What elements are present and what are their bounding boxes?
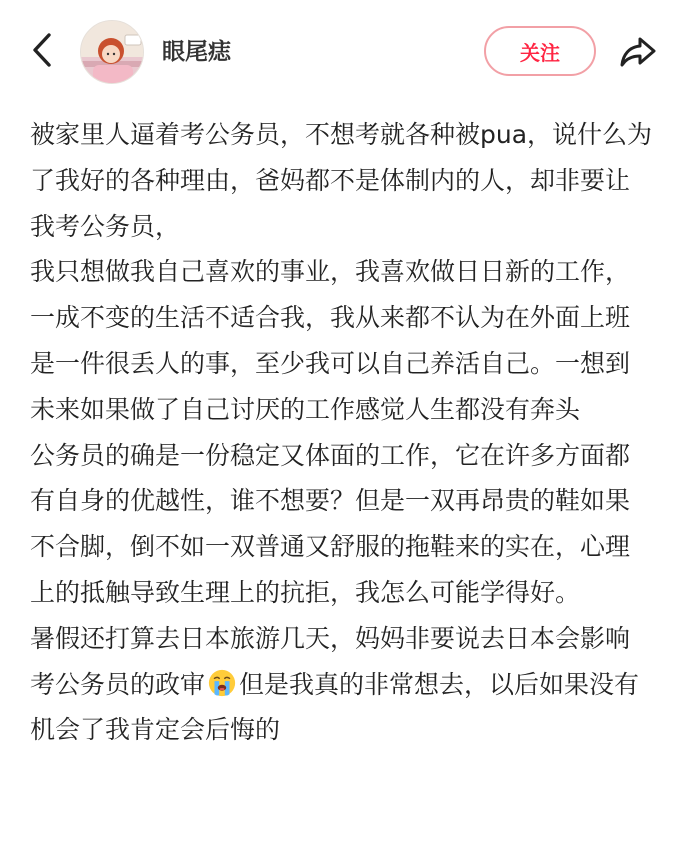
share-button[interactable] bbox=[616, 30, 660, 74]
avatar-illustration bbox=[81, 21, 144, 84]
avatar[interactable] bbox=[80, 20, 144, 84]
share-arrow-icon bbox=[618, 32, 658, 72]
post-paragraph-last bbox=[30, 616, 654, 753]
post-text-before-emoji: 暑假还打算去日本旅游几天，妈妈非要说去日本会影响考公务员的政审 bbox=[30, 623, 631, 699]
back-button[interactable] bbox=[22, 30, 62, 70]
post-paragraph: 我只想做我自己喜欢的事业，我喜欢做日日新的工作，一成不变的生活不适合我，我从来都不认为在外面上班是一件很丢人的事，至少我可以自己养活自己。一想到未来如果做了自己讨厌的工作感觉人生都没有奔头 bbox=[30, 257, 631, 424]
post-body bbox=[30, 112, 654, 753]
chevron-left-icon bbox=[29, 32, 55, 68]
post-text-after-emoji: 但是我真的非常想去，以后如果没有机会了我肯定会后悔的 bbox=[30, 669, 640, 745]
post-paragraph: 被家里人逼着考公务员，不想考就各种被pua，说什么为了我好的各种理由，爸妈都不是体制内的人，却非要让我考公务员， bbox=[30, 120, 653, 241]
post-paragraph: 公务员的确是一份稳定又体面的工作，它在许多方面都有自身的优越性，谁不想要？但是一双再昂贵的鞋如果不合脚，倒不如一双普通又舒服的拖鞋来的实在，心理上的抵触导致生理上的抗拒，我怎么可能学得好。 bbox=[30, 440, 631, 607]
follow-button[interactable]: 关注 bbox=[484, 26, 596, 76]
loudly-crying-face-icon bbox=[207, 668, 237, 698]
username[interactable]: 眼尾痣 bbox=[162, 39, 231, 65]
post-header bbox=[0, 0, 690, 100]
